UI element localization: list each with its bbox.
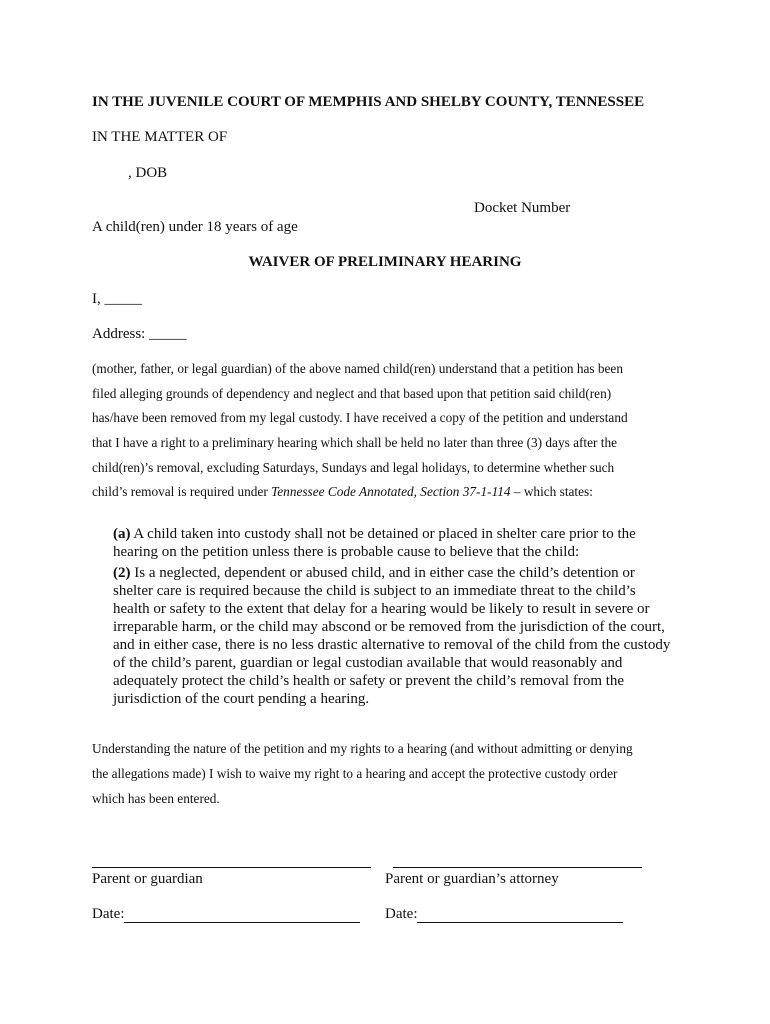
address-field[interactable]: Address: _____ [92, 326, 187, 342]
attorney-date-label: Date: [385, 906, 418, 922]
statute-excerpt [113, 525, 673, 711]
paragraph-line: filed alleging grounds of dependency and neglect and that based upon that petition said child(ren) [92, 385, 612, 401]
citation-prefix: child’s removal is required under [92, 484, 272, 500]
parent-date-field[interactable] [124, 908, 360, 923]
paragraph-line: the allegations made) I wish to waive my right to a hearing and accept the protective custody order [92, 766, 618, 781]
form-title: WAIVER OF PRELIMINARY HEARING [248, 254, 522, 270]
matter-heading: IN THE MATTER OF [92, 129, 228, 145]
child-age-label: A child(ren) under 18 years of age [92, 219, 298, 235]
statute-clause-2 [113, 564, 673, 708]
statute-clause-a [113, 525, 673, 561]
parent-date-label: Date: [92, 906, 125, 922]
parent-signature-line[interactable] [92, 867, 371, 868]
attorney-date-field[interactable] [417, 908, 623, 923]
dob-label: , DOB [128, 165, 168, 181]
paragraph-line: child(ren)’s removal, excluding Saturdays, Sundays and legal holidays, to determine whether such [92, 459, 615, 475]
court-title: IN THE JUVENILE COURT OF MEMPHIS AND SHELBY COUNTY, TENNESSEE [92, 94, 645, 110]
clause-a-label: (a) [113, 526, 131, 542]
paragraph-line: (mother, father, or legal guardian) of the above named child(ren) understand that a petition has been [92, 361, 623, 376]
clause-a-text: A child taken into custody shall not be detained or placed in shelter care prior to the hearing on the petition unless there is probable cause to believe that the child: [113, 526, 636, 560]
citation-suffix: – which states: [510, 484, 593, 500]
docket-number-label: Docket Number [474, 200, 571, 216]
acknowledgement-paragraph [92, 361, 672, 509]
waiver-paragraph [92, 741, 672, 816]
attorney-date-row [385, 906, 623, 923]
attorney-signature-label: Parent or guardian’s attorney [385, 871, 559, 887]
paragraph-line: which has been entered. [92, 791, 220, 806]
paragraph-line: Understanding the nature of the petition and my rights to a hearing (and without admitting or denying [92, 741, 633, 756]
clause-2-label: (2) [113, 565, 131, 581]
statute-citation: Tennessee Code Annotated, Section 37-1-114 [271, 484, 511, 500]
paragraph-line: that I have a right to a preliminary hearing which shall be held no later than three (3) days after the [92, 435, 618, 451]
name-field[interactable]: I, _____ [92, 291, 142, 307]
attorney-signature-line[interactable] [393, 867, 642, 868]
parent-signature-label: Parent or guardian [92, 871, 203, 887]
parent-date-row [92, 906, 360, 923]
paragraph-line [92, 484, 672, 509]
paragraph-line: has/have been removed from my legal custody. I have received a copy of the petition and understand [92, 410, 628, 426]
clause-2-text: Is a neglected, dependent or abused child, and in either case the child’s detention or shelter care is required because the child is subject to an immediate threat to the child’s health or safety to the extent that delay for a hearing would be likely to result in severe or irreparable harm, or the child may abscond or be removed from the jurisdiction of the court, and in either case, there is no less drastic alternative to removal of the child from the custody of the child’s parent, guardian or legal custodian available that would reasonably and adequately protect the child’s health or safety or prevent the child’s removal from the jurisdiction of the court pending a hearing. [113, 565, 671, 707]
